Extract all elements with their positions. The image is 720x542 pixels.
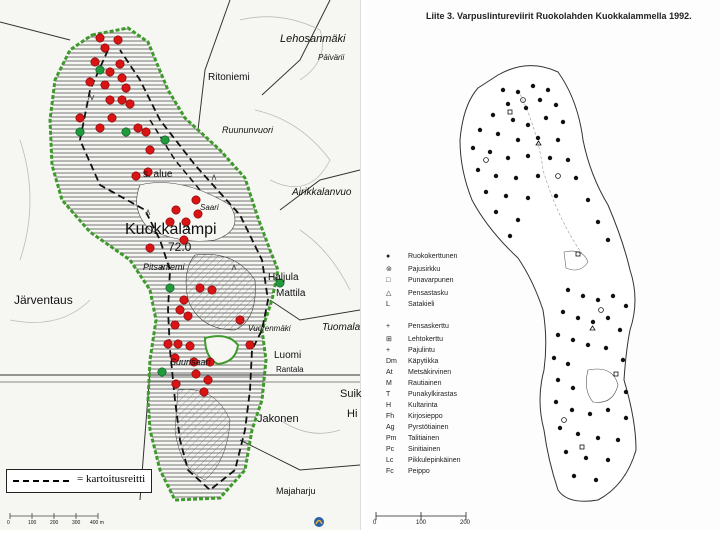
place-label-saari: Saari (200, 203, 219, 212)
place-label-tuomala: Tuomala (322, 322, 361, 333)
legend-item: Fc Peippo (386, 468, 430, 475)
scale-tick: 0 (373, 520, 377, 526)
legend-item: Fh Kirjosieppo (386, 413, 443, 420)
legend-item: M Rautiainen (386, 380, 442, 387)
legend-item: + Pajulintu (386, 347, 435, 354)
route-legend (6, 469, 152, 493)
route-legend-line (11, 470, 75, 492)
scale-tick: 0 (7, 520, 10, 526)
scale-tick: 100 (28, 520, 37, 526)
lake-outline (460, 66, 636, 502)
place-label-ruununvuori: Ruununvuori (222, 125, 274, 135)
scale-tick: 200 (50, 520, 59, 526)
legend-item: T Punakylkirastas (386, 391, 458, 398)
place-label-suurisaari: Suurisaari (170, 357, 211, 367)
route-legend-label: = kartoitusreitti (77, 473, 146, 485)
place-label-rantala: Rantala (276, 365, 304, 374)
place-label-jarventaus: Järventaus (14, 293, 73, 307)
legend-item: △ Pensastasku (386, 290, 449, 297)
legend-item: ● Ruokokerttunen (386, 253, 458, 260)
place-label-suik: Suik (340, 388, 362, 400)
place-label-pitsaniemi: Pitsaniemi (143, 262, 185, 272)
place-label-haljula: Haljula (268, 272, 299, 283)
legend-item: L Satakieli (386, 301, 435, 308)
place-label-jakonen: Jakonen (257, 413, 299, 425)
legend-item: At Metsäkirvinen (386, 369, 452, 376)
place-label-mattila: Mattila (276, 288, 306, 299)
place-label-hi: Hi (347, 408, 358, 420)
place-label-luomi: Luomi (274, 350, 302, 361)
place-label-lehosanmaki: Lehosanmäki (280, 33, 346, 45)
legend-item: Pc Sinitiainen (386, 446, 441, 453)
place-label-airikkalanvuori: Airikkalanvuo (292, 187, 352, 198)
legend-item: ⊚ Pajusirkku (386, 266, 441, 273)
legend-item: + Pensaskerttu (386, 323, 449, 330)
lake-label: Kuokkalampi (125, 221, 217, 238)
territory-map (368, 0, 720, 530)
scale-tick: 300 (72, 520, 81, 526)
territory-scale-bar (376, 512, 466, 520)
place-label-vuorenmaki: Vuorenmäki (248, 324, 291, 333)
legend-item: Pm Talitiainen (386, 435, 440, 442)
place-label-majaharju: Majaharju (276, 486, 316, 496)
legend-item: Ag Pyrstötiainen (386, 424, 449, 431)
scale-tick: 200 (460, 520, 471, 526)
agency-logo (313, 514, 343, 530)
elevation-label: 72.0 (168, 240, 192, 254)
survey-map (0, 0, 361, 530)
scale-bar (10, 513, 98, 519)
scale-tick: 100 (416, 520, 427, 526)
legend-item: Dm Käpytikka (386, 358, 439, 365)
legend-item: Lc Pikkulepinkäinen (386, 457, 461, 464)
scale-tick: 400 m (90, 520, 104, 526)
territory-map-title: Liite 3. Varpuslintureviirit Ruokolahden Kuokkalammella 1992. (426, 11, 692, 21)
area-label: s. alue (143, 169, 173, 180)
legend-item: ⊞ Lehtokerttu (386, 336, 444, 343)
legend-item: H Kultarinta (386, 402, 438, 409)
place-label-paivarinne: Päivärii (318, 53, 345, 62)
place-label-ritoniemi: Ritoniemi (208, 72, 250, 83)
legend-item: □ Punavarpunen (386, 277, 454, 284)
